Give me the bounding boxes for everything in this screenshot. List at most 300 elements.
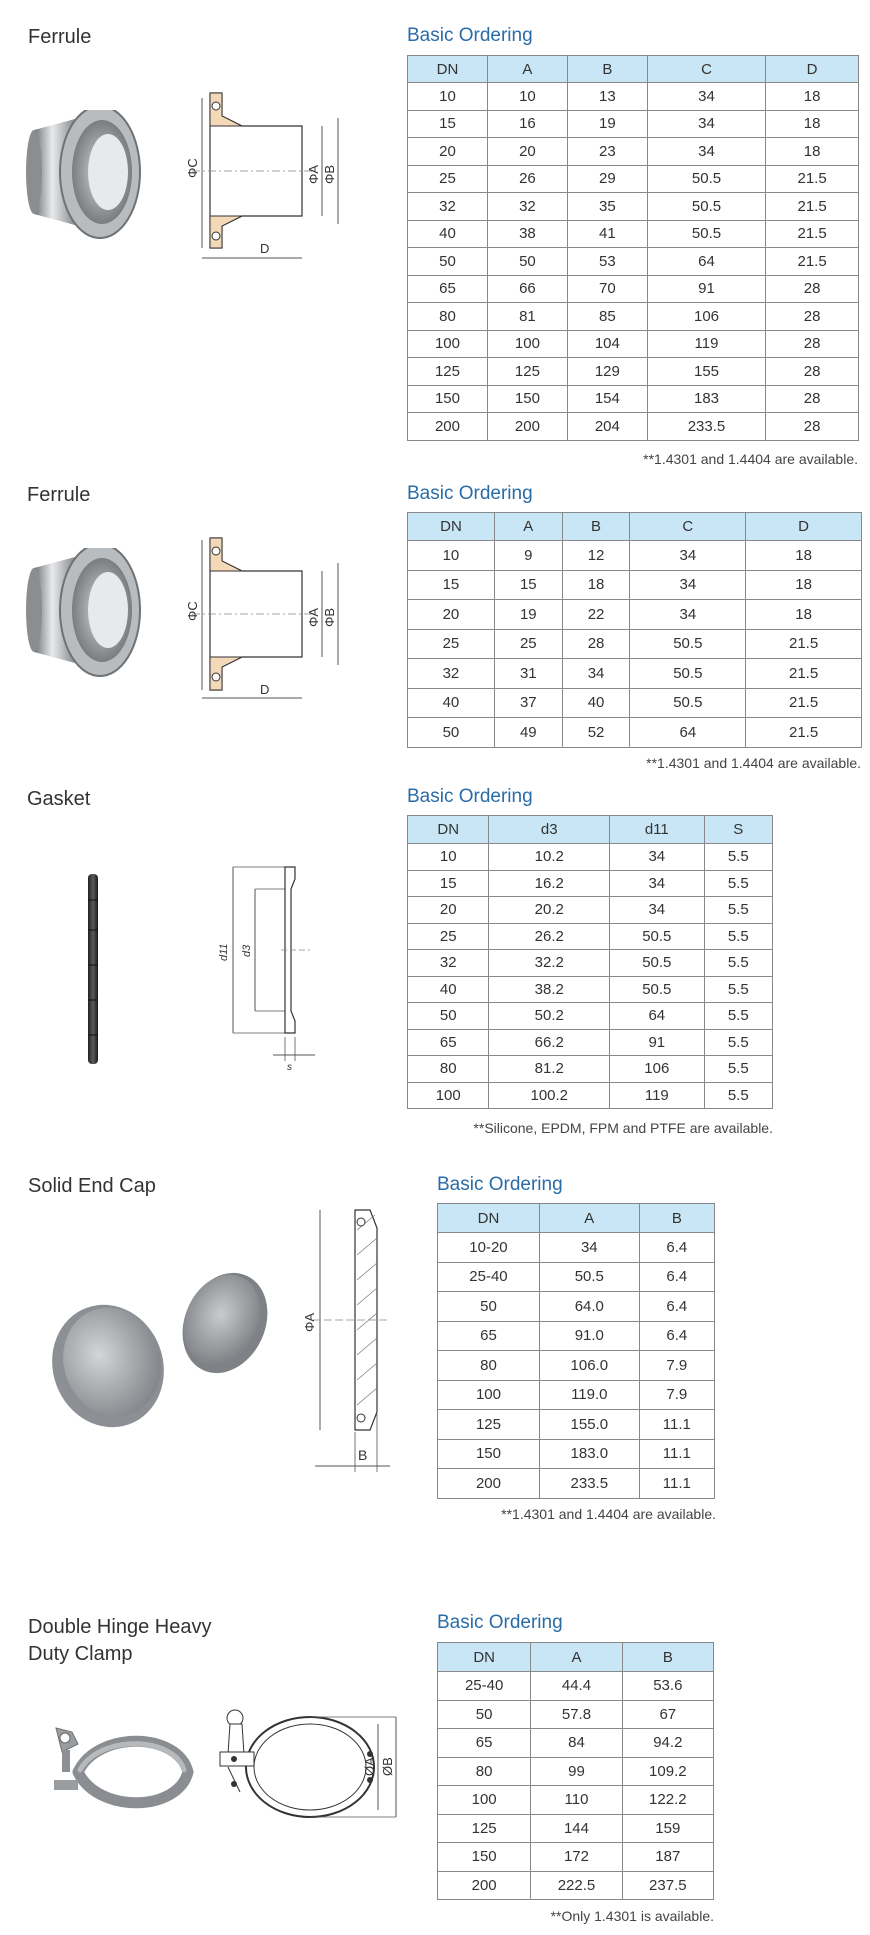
table-cell: 5.5: [704, 950, 772, 977]
gasket-label-d11: d11: [218, 943, 230, 961]
table-cell: 10: [408, 541, 495, 571]
table-row: [438, 1843, 714, 1872]
table-cell: 65: [438, 1729, 531, 1758]
table-cell: 34: [562, 659, 630, 689]
section-title-clamp-line-1: Double Hinge Heavy: [28, 1616, 212, 1638]
ordering-table-end-cap: [437, 1203, 715, 1499]
table-cell: 52: [562, 718, 630, 748]
header-cell: DN: [408, 816, 489, 844]
table-cell: 35: [567, 193, 647, 221]
table-cell: 21.5: [746, 688, 862, 718]
table-body: [438, 1233, 715, 1499]
ferrule-2-drawing: [182, 535, 357, 710]
table-row: [408, 600, 862, 630]
table-cell: 125: [438, 1410, 540, 1440]
table-row: [408, 1003, 773, 1030]
table-cell: 222.5: [531, 1871, 622, 1900]
table-cell: 99: [531, 1757, 622, 1786]
ordering-table-ferrule-2: [407, 512, 862, 748]
ordering-table-gasket: [407, 815, 773, 1109]
section-title-clamp-line-2: Duty Clamp: [28, 1643, 133, 1665]
table-row: [438, 1786, 714, 1815]
table-cell: 233.5: [647, 413, 765, 441]
table-cell: 5.5: [704, 1003, 772, 1030]
ordering-title-5: Basic Ordering: [437, 1612, 563, 1633]
ferrule-2-label-d: D: [260, 682, 270, 697]
table-cell: 11.1: [639, 1410, 714, 1440]
ferrule-1-label-d: D: [260, 241, 270, 256]
table-row: [408, 330, 859, 358]
table-cell: 20: [487, 138, 567, 166]
table-row: [408, 718, 862, 748]
table-cell: 125: [487, 358, 567, 386]
table-cell: 66.2: [489, 1029, 610, 1056]
table-cell: 13: [567, 83, 647, 111]
section-title-ferrule-2: Ferrule: [27, 484, 91, 506]
table-cell: 65: [408, 275, 488, 303]
table-cell: 16.2: [489, 870, 610, 897]
table-cell: 34: [610, 844, 705, 871]
table-cell: 21.5: [746, 659, 862, 689]
table-cell: 50.5: [630, 688, 746, 718]
header-cell: d11: [610, 816, 705, 844]
table-cell: 50: [408, 248, 488, 276]
header-cell: A: [531, 1643, 622, 1672]
table-row: [438, 1410, 715, 1440]
table-cell: 106: [647, 303, 765, 331]
table-row: [408, 923, 773, 950]
table-row: [408, 138, 859, 166]
table-cell: 6.4: [639, 1262, 714, 1292]
table-cell: 50.5: [610, 923, 705, 950]
table-cell: 200: [438, 1469, 540, 1499]
table-cell: 150: [487, 385, 567, 413]
table-cell: 15: [408, 870, 489, 897]
table-cell: 100: [438, 1380, 540, 1410]
table-cell: 26: [487, 165, 567, 193]
table-cell: 5.5: [704, 844, 772, 871]
table-row: [408, 303, 859, 331]
table-cell: 50: [408, 718, 495, 748]
table-cell: 80: [408, 303, 488, 331]
table-cell: 15: [408, 110, 488, 138]
table-cell: 16: [487, 110, 567, 138]
table-cell: 106: [610, 1056, 705, 1083]
table-cell: 11.1: [639, 1469, 714, 1499]
ferrule-1-label-a: ΦA: [306, 164, 321, 184]
table-row: [408, 976, 773, 1003]
header-cell: C: [630, 513, 746, 541]
table-cell: 233.5: [539, 1469, 639, 1499]
table-cell: 100.2: [489, 1082, 610, 1109]
table-cell: 200: [408, 413, 488, 441]
header-cell: C: [647, 56, 765, 83]
table-cell: 50.5: [630, 659, 746, 689]
clamp-label-a: ØA: [362, 1757, 377, 1776]
table-cell: 21.5: [766, 220, 859, 248]
table-row: [408, 1082, 773, 1109]
header-cell: A: [487, 56, 567, 83]
table-cell: 53: [567, 248, 647, 276]
table-cell: 34: [630, 600, 746, 630]
table-cell: 25: [408, 923, 489, 950]
table-cell: 150: [408, 385, 488, 413]
table-cell: 10.2: [489, 844, 610, 871]
table-cell: 34: [610, 897, 705, 924]
table-cell: 18: [746, 541, 862, 571]
table-cell: 18: [562, 570, 630, 600]
header-cell: D: [746, 513, 862, 541]
table-cell: 91.0: [539, 1321, 639, 1351]
material-note-4: **1.4301 and 1.4404 are available.: [501, 1506, 716, 1522]
table-row: [438, 1439, 715, 1469]
table-cell: 34: [630, 570, 746, 600]
table-cell: 129: [567, 358, 647, 386]
table-cell: 25: [408, 629, 495, 659]
table-cell: 28: [766, 275, 859, 303]
table-cell: 172: [531, 1843, 622, 1872]
table-cell: 12: [562, 541, 630, 571]
material-note-3: **Silicone, EPDM, FPM and PTFE are available.: [473, 1120, 773, 1136]
table-cell: 94.2: [622, 1729, 713, 1758]
table-cell: 109.2: [622, 1757, 713, 1786]
table-cell: 50.5: [647, 220, 765, 248]
table-row: [438, 1321, 715, 1351]
table-row: [438, 1292, 715, 1322]
table-cell: 159: [622, 1814, 713, 1843]
table-cell: 66: [487, 275, 567, 303]
table-cell: 34: [647, 83, 765, 111]
table-cell: 21.5: [746, 629, 862, 659]
table-cell: 40: [408, 688, 495, 718]
table-cell: 50: [438, 1292, 540, 1322]
table-cell: 28: [562, 629, 630, 659]
table-cell: 32: [487, 193, 567, 221]
table-cell: 50.5: [610, 950, 705, 977]
table-cell: 34: [610, 870, 705, 897]
ferrule-2-label-c: ΦC: [185, 601, 200, 621]
table-row: [438, 1729, 714, 1758]
material-note-2: **1.4301 and 1.4404 are available.: [646, 755, 861, 771]
ferrule-1-label-c: ΦC: [185, 158, 200, 178]
table-cell: 70: [567, 275, 647, 303]
table-cell: 65: [438, 1321, 540, 1351]
table-cell: 44.4: [531, 1672, 622, 1701]
table-cell: 10: [408, 83, 488, 111]
section-title-gasket: Gasket: [27, 788, 91, 810]
table-cell: 144: [531, 1814, 622, 1843]
table-cell: 25-40: [438, 1262, 540, 1292]
table-row: [438, 1757, 714, 1786]
table-row: [408, 1029, 773, 1056]
table-cell: 18: [766, 138, 859, 166]
clamp-label-b: ØB: [380, 1757, 395, 1776]
ordering-table-clamp: [437, 1642, 714, 1900]
table-cell: 106.0: [539, 1351, 639, 1381]
table-cell: 125: [438, 1814, 531, 1843]
table-row: [408, 248, 859, 276]
header-cell: B: [622, 1643, 713, 1672]
table-body: [408, 83, 859, 441]
table-cell: 32: [408, 950, 489, 977]
table-cell: 21.5: [766, 193, 859, 221]
table-cell: 5.5: [704, 1056, 772, 1083]
material-note-5: **Only 1.4301 is available.: [550, 1908, 714, 1924]
table-cell: 64: [647, 248, 765, 276]
table-cell: 100: [408, 1082, 489, 1109]
table-cell: 20: [408, 897, 489, 924]
table-cell: 50: [487, 248, 567, 276]
table-cell: 125: [408, 358, 488, 386]
table-cell: 40: [562, 688, 630, 718]
table-cell: 6.4: [639, 1321, 714, 1351]
table-cell: 9: [494, 541, 562, 571]
gasket-photo: [85, 870, 101, 1068]
table-cell: 50.5: [647, 165, 765, 193]
table-row: [438, 1351, 715, 1381]
table-cell: 19: [567, 110, 647, 138]
table-row: [408, 950, 773, 977]
section-title-end-cap: Solid End Cap: [28, 1175, 156, 1197]
table-cell: 84: [531, 1729, 622, 1758]
table-cell: 21.5: [746, 718, 862, 748]
table-cell: 10-20: [438, 1233, 540, 1263]
table-cell: 20.2: [489, 897, 610, 924]
table-row: [438, 1233, 715, 1263]
table-cell: 50.5: [610, 976, 705, 1003]
table-cell: 100: [408, 330, 488, 358]
table-cell: 6.4: [639, 1233, 714, 1263]
table-cell: 119: [610, 1082, 705, 1109]
table-cell: 53.6: [622, 1672, 713, 1701]
table-cell: 5.5: [704, 897, 772, 924]
table-cell: 25: [494, 629, 562, 659]
ordering-title-4: Basic Ordering: [437, 1174, 563, 1195]
gasket-drawing: [215, 865, 325, 1075]
table-row: [438, 1700, 714, 1729]
table-cell: 50.5: [630, 629, 746, 659]
table-cell: 34: [539, 1233, 639, 1263]
table-cell: 15: [494, 570, 562, 600]
table-cell: 10: [408, 844, 489, 871]
table-cell: 57.8: [531, 1700, 622, 1729]
table-cell: 5.5: [704, 1029, 772, 1056]
table-cell: 65: [408, 1029, 489, 1056]
table-row: [408, 385, 859, 413]
table-cell: 21.5: [766, 248, 859, 276]
table-cell: 150: [438, 1843, 531, 1872]
ferrule-1-label-b: ΦB: [322, 164, 337, 184]
table-row: [408, 83, 859, 111]
table-row: [408, 413, 859, 441]
table-cell: 64: [630, 718, 746, 748]
table-row: [408, 659, 862, 689]
table-cell: 21.5: [766, 165, 859, 193]
table-row: [408, 541, 862, 571]
table-cell: 154: [567, 385, 647, 413]
table-row: [408, 844, 773, 871]
table-cell: 200: [438, 1871, 531, 1900]
table-cell: 28: [766, 303, 859, 331]
ferrule-2-label-b: ΦB: [322, 607, 337, 627]
ferrule-2-label-a: ΦA: [306, 607, 321, 627]
table-cell: 67: [622, 1700, 713, 1729]
ordering-title-1: Basic Ordering: [407, 25, 533, 46]
table-cell: 18: [766, 83, 859, 111]
table-row: [438, 1469, 715, 1499]
table-cell: 15: [408, 570, 495, 600]
table-cell: 119: [647, 330, 765, 358]
table-cell: 81: [487, 303, 567, 331]
table-cell: 237.5: [622, 1871, 713, 1900]
table-cell: 25-40: [438, 1672, 531, 1701]
table-cell: 200: [487, 413, 567, 441]
table-row: [438, 1262, 715, 1292]
clamp-photo: [48, 1722, 198, 1822]
ordering-title-3: Basic Ordering: [407, 786, 533, 807]
table-cell: 6.4: [639, 1292, 714, 1322]
table-row: [408, 570, 862, 600]
table-cell: 100: [438, 1786, 531, 1815]
ferrule-1-photo: [26, 110, 158, 250]
gasket-label-d3: d3: [241, 944, 253, 957]
table-cell: 104: [567, 330, 647, 358]
header-cell: DN: [408, 513, 495, 541]
table-cell: 150: [438, 1439, 540, 1469]
table-body: [408, 541, 862, 748]
table-cell: 7.9: [639, 1351, 714, 1381]
table-cell: 38.2: [489, 976, 610, 1003]
table-row: [408, 110, 859, 138]
header-cell: A: [494, 513, 562, 541]
end-cap-label-b: B: [358, 1447, 368, 1463]
table-cell: 10: [487, 83, 567, 111]
material-note-1: **1.4301 and 1.4404 are available.: [643, 451, 858, 467]
table-row: [408, 165, 859, 193]
table-cell: 32: [408, 659, 495, 689]
table-cell: 119.0: [539, 1380, 639, 1410]
table-row: [408, 193, 859, 221]
table-cell: 49: [494, 718, 562, 748]
table-cell: 81.2: [489, 1056, 610, 1083]
table-cell: 31: [494, 659, 562, 689]
table-row: [408, 688, 862, 718]
table-cell: 34: [630, 541, 746, 571]
table-row: [408, 220, 859, 248]
table-cell: 187: [622, 1843, 713, 1872]
header-cell: D: [766, 56, 859, 83]
header-cell: d3: [489, 816, 610, 844]
ferrule-1-drawing: [182, 88, 357, 273]
table-cell: 5.5: [704, 870, 772, 897]
table-cell: 22: [562, 600, 630, 630]
gasket-label-s: s: [287, 1062, 292, 1073]
table-cell: 38: [487, 220, 567, 248]
table-cell: 18: [746, 570, 862, 600]
table-cell: 23: [567, 138, 647, 166]
table-cell: 19: [494, 600, 562, 630]
table-cell: 80: [438, 1757, 531, 1786]
table-cell: 34: [647, 110, 765, 138]
table-row: [438, 1814, 714, 1843]
end-cap-photo: [50, 1268, 275, 1433]
table-cell: 32.2: [489, 950, 610, 977]
table-cell: 50: [408, 1003, 489, 1030]
table-row: [408, 870, 773, 897]
header-cell: DN: [438, 1204, 540, 1233]
table-row: [408, 358, 859, 386]
table-cell: 40: [408, 976, 489, 1003]
table-cell: 40: [408, 220, 488, 248]
table-cell: 64: [610, 1003, 705, 1030]
header-cell: B: [639, 1204, 714, 1233]
table-row: [408, 1056, 773, 1083]
table-cell: 11.1: [639, 1439, 714, 1469]
table-cell: 25: [408, 165, 488, 193]
table-cell: 28: [766, 385, 859, 413]
clamp-drawing: [210, 1702, 410, 1827]
table-cell: 18: [766, 110, 859, 138]
ferrule-2-photo: [26, 548, 158, 688]
header-cell: B: [562, 513, 630, 541]
ordering-table-ferrule-1: [407, 55, 859, 441]
table-cell: 41: [567, 220, 647, 248]
table-row: [408, 897, 773, 924]
table-cell: 32: [408, 193, 488, 221]
table-cell: 155: [647, 358, 765, 386]
table-cell: 29: [567, 165, 647, 193]
table-cell: 85: [567, 303, 647, 331]
table-body: [408, 844, 773, 1109]
table-cell: 20: [408, 600, 495, 630]
end-cap-drawing: [295, 1200, 400, 1480]
table-cell: 5.5: [704, 1082, 772, 1109]
table-cell: 5.5: [704, 923, 772, 950]
table-cell: 28: [766, 330, 859, 358]
table-cell: 28: [766, 358, 859, 386]
table-cell: 64.0: [539, 1292, 639, 1322]
table-cell: 110: [531, 1786, 622, 1815]
table-cell: 50.5: [539, 1262, 639, 1292]
table-cell: 28: [766, 413, 859, 441]
table-cell: 7.9: [639, 1380, 714, 1410]
table-cell: 20: [408, 138, 488, 166]
table-cell: 100: [487, 330, 567, 358]
header-cell: S: [704, 816, 772, 844]
table-row: [438, 1871, 714, 1900]
table-cell: 5.5: [704, 976, 772, 1003]
table-cell: 91: [610, 1029, 705, 1056]
table-row: [408, 275, 859, 303]
table-cell: 80: [408, 1056, 489, 1083]
table-cell: 122.2: [622, 1786, 713, 1815]
ordering-title-2: Basic Ordering: [407, 483, 533, 504]
table-cell: 50: [438, 1700, 531, 1729]
header-cell: A: [539, 1204, 639, 1233]
table-row: [438, 1380, 715, 1410]
table-cell: 183: [647, 385, 765, 413]
table-cell: 18: [746, 600, 862, 630]
table-cell: 26.2: [489, 923, 610, 950]
table-cell: 204: [567, 413, 647, 441]
end-cap-label-a: ΦA: [302, 1312, 317, 1332]
header-cell: B: [567, 56, 647, 83]
table-cell: 155.0: [539, 1410, 639, 1440]
header-cell: DN: [408, 56, 488, 83]
table-body: [438, 1672, 714, 1900]
table-row: [408, 629, 862, 659]
table-cell: 50.5: [647, 193, 765, 221]
